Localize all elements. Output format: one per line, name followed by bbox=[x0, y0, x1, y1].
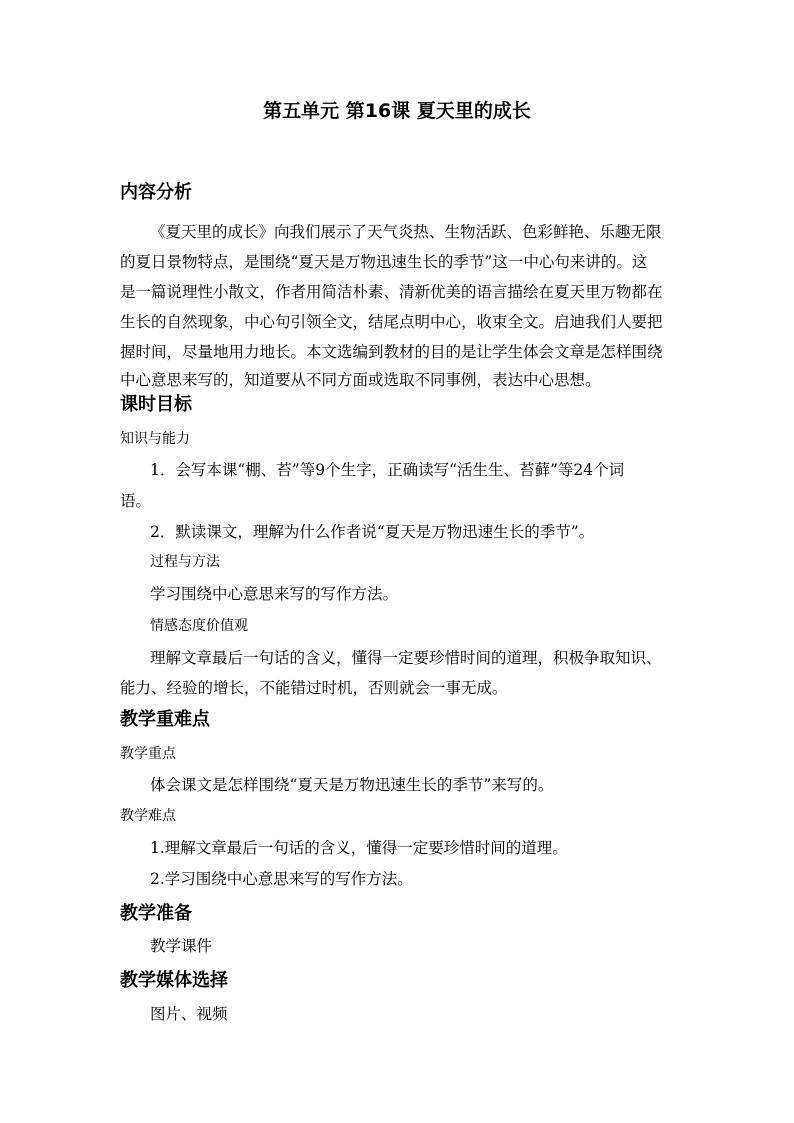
knowledge-line-1: 1．会写本课“棚、苔”等9个生字，正确读写“活生生、苔藓”等24个词 bbox=[150, 461, 625, 479]
knowledge-heading: 知识与能力 bbox=[120, 431, 190, 447]
difficulty-line-1: 1.理解文章最后一句话的含义，懂得一定要珍惜时间的道理。 bbox=[150, 839, 568, 857]
focus-line-1: 体会课文是怎样围绕“夏天是万物迅速生长的季节”来写的。 bbox=[150, 776, 554, 794]
process-line-1: 学习围绕中心意思来写的写作方法。 bbox=[150, 585, 399, 603]
emotion-heading: 情感态度价值观 bbox=[150, 618, 248, 634]
content-analysis-line-6: 中心意思来写的，知道要从不同方面或选取不同事例，表达中心思想。 bbox=[120, 371, 601, 389]
content-analysis-line-4: 生长的自然现象，中心句引领全文，结尾点明中心，收束全文。启迪我们人要把 bbox=[120, 313, 663, 331]
knowledge-line-3: 2．默读课文，理解为什么作者说“夏天是万物迅速生长的季节”。 bbox=[150, 523, 595, 541]
emotion-line-2: 能力、经验的增长，不能错过时机，否则就会一事无成。 bbox=[120, 679, 508, 697]
content-analysis-line-1: 《夏天里的成长》向我们展示了天气炎热、生物活跃、色彩鲜艳、乐趣无限 bbox=[150, 223, 662, 241]
media-heading: 教学媒体选择 bbox=[120, 970, 228, 991]
key-points-heading: 教学重难点 bbox=[120, 709, 210, 730]
media-line-1: 图片、视频 bbox=[150, 1005, 228, 1023]
difficulty-heading: 教学难点 bbox=[120, 808, 176, 824]
document-title: 第五单元 第16课 夏天里的成长 bbox=[263, 100, 531, 122]
emotion-line-1: 理解文章最后一句话的含义，懂得一定要珍惜时间的道理，积极争取知识、 bbox=[150, 649, 662, 667]
focus-heading: 教学重点 bbox=[120, 746, 176, 762]
content-analysis-heading: 内容分析 bbox=[120, 182, 192, 203]
content-analysis-line-2: 的夏日景物特点，是围绕“夏天是万物迅速生长的季节”这一中心句来讲的。这 bbox=[120, 253, 648, 271]
preparation-heading: 教学准备 bbox=[120, 903, 192, 924]
content-analysis-line-3: 是一篇说理性小散文，作者用简洁朴素、清新优美的语言描绘在夏天里万物都在 bbox=[120, 283, 663, 301]
objectives-heading: 课时目标 bbox=[120, 394, 192, 415]
content-analysis-line-5: 握时间，尽量地用力地长。本文选编到教材的目的是让学生体会文章是怎样围绕 bbox=[120, 343, 663, 361]
preparation-line-1: 教学课件 bbox=[150, 937, 213, 955]
knowledge-line-2: 语。 bbox=[120, 492, 152, 510]
difficulty-line-2: 2.学习围绕中心意思来写的写作方法。 bbox=[150, 870, 413, 888]
process-heading: 过程与方法 bbox=[150, 554, 220, 570]
